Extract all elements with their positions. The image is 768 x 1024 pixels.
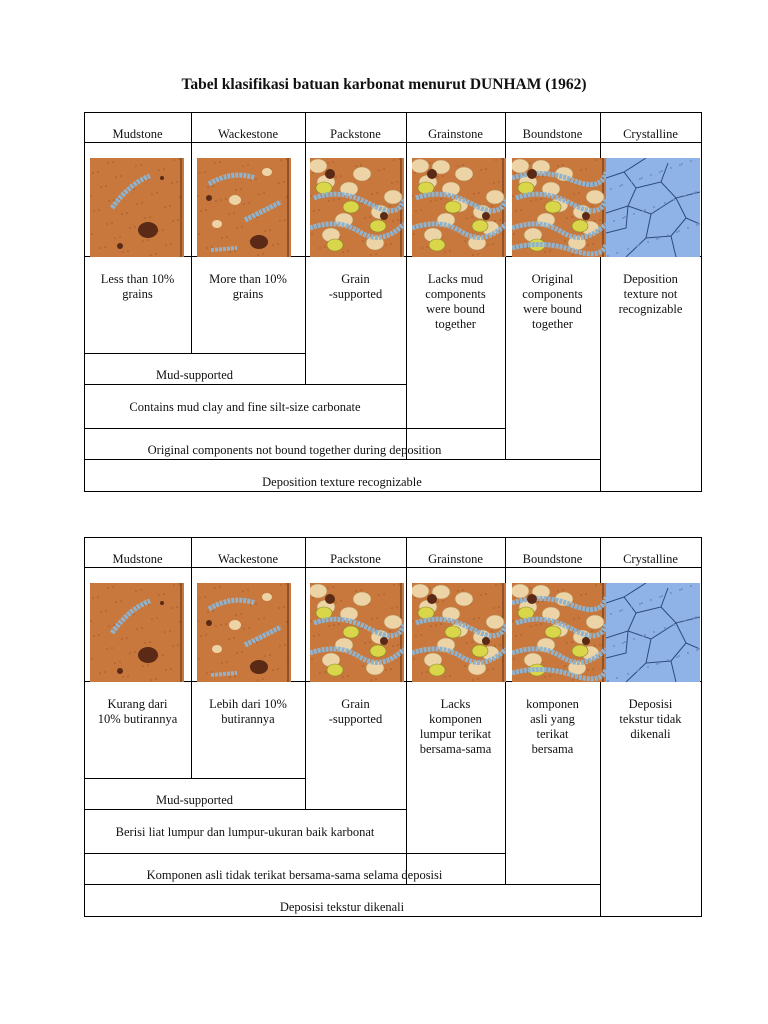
table-border <box>84 112 85 492</box>
table-border <box>406 537 407 885</box>
column-header-4: Boundstone <box>522 127 583 141</box>
description-5: Deposition texture not recognizable <box>618 272 683 316</box>
grainstone-texture <box>412 158 506 257</box>
group-not-bound: Original components not bound together during deposition <box>147 443 442 457</box>
group-not-bound: Komponen asli tidak terikat bersama-sama selama deposisi <box>146 868 443 882</box>
description-2: Grain -supported <box>328 272 383 301</box>
description-0: Kurang dari 10% butirannya <box>97 697 178 726</box>
description-3: Lacks komponen lumpur terikat bersama-sama <box>419 697 492 756</box>
column-header-3: Grainstone <box>428 552 483 566</box>
table-border <box>84 778 306 779</box>
table-border <box>84 491 702 492</box>
boundstone-texture <box>512 158 606 257</box>
table-border <box>84 916 702 917</box>
wackestone-texture <box>197 583 291 682</box>
dunham-table-indonesian <box>84 537 701 916</box>
column-header-3: Grainstone <box>428 127 483 141</box>
packstone-texture <box>310 158 404 257</box>
description-1: Lebih dari 10% butirannya <box>209 697 287 726</box>
column-header-5: Crystalline <box>623 552 678 566</box>
description-5: Deposisi tekstur tidak dikenali <box>619 697 682 741</box>
mudstone-texture <box>90 583 184 682</box>
crystalline-texture <box>606 158 700 257</box>
table-border <box>305 112 306 385</box>
group-recognizable: Deposition texture recognizable <box>262 475 422 489</box>
table-border <box>84 853 506 854</box>
description-0: Less than 10% grains <box>100 272 175 301</box>
table-border <box>84 142 702 143</box>
group-contains-mud: Berisi liat lumpur dan lumpur-ukuran baik karbonat <box>115 825 375 839</box>
description-2: Grain -supported <box>328 697 383 726</box>
column-header-1: Wackestone <box>217 127 279 141</box>
table-border <box>84 459 601 460</box>
column-header-4: Boundstone <box>522 552 583 566</box>
column-header-2: Packstone <box>330 552 381 566</box>
table-border <box>84 428 506 429</box>
table-border <box>305 537 306 810</box>
table-border <box>406 112 407 460</box>
column-header-2: Packstone <box>330 127 381 141</box>
mudstone-texture <box>90 158 184 257</box>
column-header-0: Mudstone <box>112 552 163 566</box>
table-border <box>701 112 702 492</box>
table-border <box>84 809 407 810</box>
table-border <box>84 353 306 354</box>
boundstone-texture <box>512 583 606 682</box>
wackestone-texture <box>197 158 291 257</box>
table-border <box>84 884 601 885</box>
description-4: Original components were bound together <box>522 272 583 331</box>
description-3: Lacks mud components were bound together <box>425 272 486 331</box>
column-header-5: Crystalline <box>623 127 678 141</box>
page-title: Tabel klasifikasi batuan karbonat menurut DUNHAM (1962) <box>181 76 587 93</box>
column-header-0: Mudstone <box>112 127 163 141</box>
group-mud-supported: Mud-supported <box>155 793 234 807</box>
table-border <box>84 384 407 385</box>
grainstone-texture <box>412 583 506 682</box>
description-4: komponen asli yang terikat bersama <box>526 697 579 756</box>
packstone-texture <box>310 583 404 682</box>
description-1: More than 10% grains <box>209 272 287 301</box>
table-border <box>191 112 192 354</box>
column-header-1: Wackestone <box>217 552 279 566</box>
table-border <box>84 112 702 113</box>
table-border <box>84 537 702 538</box>
table-border <box>84 567 702 568</box>
group-contains-mud: Contains mud clay and fine silt-size carbonate <box>129 400 361 414</box>
table-border <box>191 537 192 779</box>
table-border <box>701 537 702 917</box>
group-recognizable: Deposisi tekstur dikenali <box>279 900 405 914</box>
table-border <box>84 537 85 917</box>
group-mud-supported: Mud-supported <box>155 368 234 382</box>
dunham-table-english <box>84 112 701 491</box>
crystalline-texture <box>606 583 700 682</box>
